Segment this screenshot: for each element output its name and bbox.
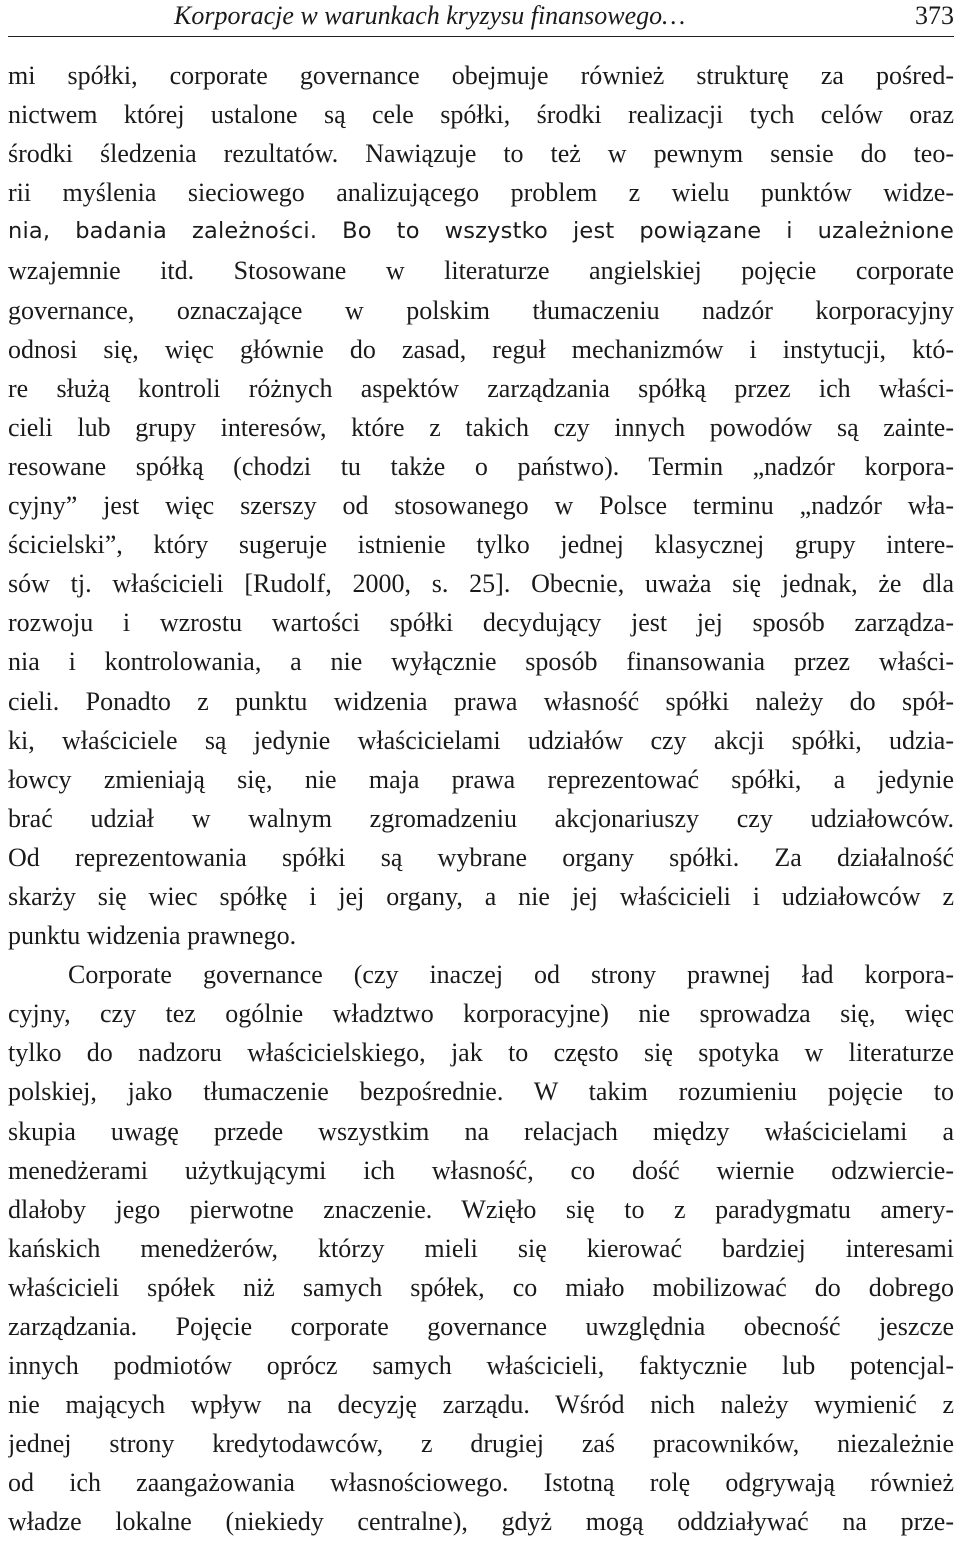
running-header <box>8 0 954 37</box>
text-line: łowcy zmieniają się, nie maja prawa reprezentować spółki, a jedynie <box>8 764 954 794</box>
text-line: ścicielski”, który sugeruje istnienie tylko jednej klasycznej grupy intere- <box>8 530 954 560</box>
text-line: resowane spółką (chodzi tu także o państwo). Termin „nadzór korpora- <box>8 451 954 481</box>
text-line: zarządzania. Pojęcie corporate governance uwzględnia obecność jeszcze <box>8 1312 954 1341</box>
paragraph-1 <box>8 56 954 955</box>
text-line: menedżerami użytkującymi ich własność, co dość wiernie odzwiercie- <box>8 1155 954 1185</box>
text-line: rii myślenia sieciowego analizującego problem z wielu punktów widze- <box>8 178 954 208</box>
text-line: kańskich menedżerów, którzy mieli się kierować bardziej interesami <box>8 1233 954 1263</box>
text-line: nictwem której ustalone są cele spółki, środki realizacji tych celów oraz <box>8 100 954 130</box>
text-line: wzajemnie itd. Stosowane w literaturze angielskiej pojęcie corporate <box>8 256 954 286</box>
text-line: innych podmiotów oprócz samych właścicieli, faktycznie lub potencjal- <box>8 1351 954 1381</box>
text-line: rozwoju i wzrostu wartości spółki decydujący jest jej sposób zarządza- <box>8 608 954 638</box>
text-line: ki, właściciele są jedynie właścicielami udziałów czy akcji spółki, udzia- <box>8 725 954 755</box>
text-line: mi spółki, corporate governance obejmuje również strukturę za pośred- <box>8 61 954 90</box>
text-line: odnosi się, więc głównie do zasad, reguł mechanizmów i instytucji, któ- <box>8 334 954 364</box>
text-line: punktu widzenia prawnego. <box>8 921 297 951</box>
text-line: Od reprezentowania spółki są wybrane organy spółki. Za działalność <box>8 842 954 872</box>
text-line: cieli. Ponadto z punktu widzenia prawa własność spółki należy do spół- <box>8 686 954 716</box>
text-line: tylko do nadzoru właścicielskiego, jak to często się spotyka w literaturze <box>8 1038 954 1068</box>
text-line: Corporate governance (czy inaczej od strony prawnej ład korpora- <box>68 960 954 990</box>
document-page <box>8 0 954 1561</box>
text-line: nie mających wpływ na decyzję zarządu. Wśród nich należy wymienić z <box>8 1390 954 1420</box>
body-text <box>8 56 954 1542</box>
text-line: skarży się wiec spółkę i jej organy, a nie jej właścicieli i udziałowców z <box>8 881 954 911</box>
text-line: brać udział w walnym zgromadzeniu akcjonariuszy czy udziałowców. <box>8 803 954 833</box>
text-line: sów tj. właścicieli [Rudolf, 2000, s. 25]. Obecnie, uważa się jednak, że dla <box>8 569 954 599</box>
paragraph-2 <box>8 955 954 1541</box>
page-number: 373 <box>915 1 954 30</box>
text-line: nia, badania zależności. Bo to wszystko jest powiązane i uzależnione <box>8 218 954 245</box>
text-line: skupia uwagę przede wszystkim na relacjach między właścicielami a <box>8 1116 954 1146</box>
text-line: cieli lub grupy interesów, które z takich czy innych powodów są zainte- <box>8 412 954 442</box>
text-line: władze lokalne (niekiedy centralne), gdyż mogą oddziaływać na prze- <box>8 1507 954 1537</box>
text-line: środki śledzenia rezultatów. Nawiązuje to też w pewnym sensie do teo- <box>8 139 954 169</box>
text-line: dlałoby jego pierwotne znaczenie. Wzięło się to z paradygmatu amery- <box>8 1194 954 1224</box>
text-line: re służą kontroli różnych aspektów zarządzania spółką przez ich właści- <box>8 373 954 403</box>
text-line: od ich zaangażowania własnościowego. Istotną rolę odgrywają również <box>8 1468 954 1498</box>
text-line: właścicieli spółek niż samych spółek, co miało mobilizować do dobrego <box>8 1272 954 1302</box>
text-line: cyjny” jest więc szerszy od stosowanego w Polsce terminu „nadzór wła- <box>8 491 954 521</box>
text-line: nia i kontrolowania, a nie wyłącznie sposób finansowania przez właści- <box>8 647 954 677</box>
text-line: governance, oznaczające w polskim tłumaczeniu nadzór korporacyjny <box>8 295 954 325</box>
text-line: polskiej, jako tłumaczenie bezpośrednie. W takim rozumieniu pojęcie to <box>8 1077 954 1107</box>
header-title: Korporacje w warunkach kryzysu finansowego… <box>174 1 686 30</box>
text-line: cyjny, czy tez ogólnie władztwo korporacyjne) nie sprowadza się, więc <box>8 999 954 1029</box>
text-line: jednej strony kredytodawców, z drugiej zaś pracowników, niezależnie <box>8 1429 954 1459</box>
